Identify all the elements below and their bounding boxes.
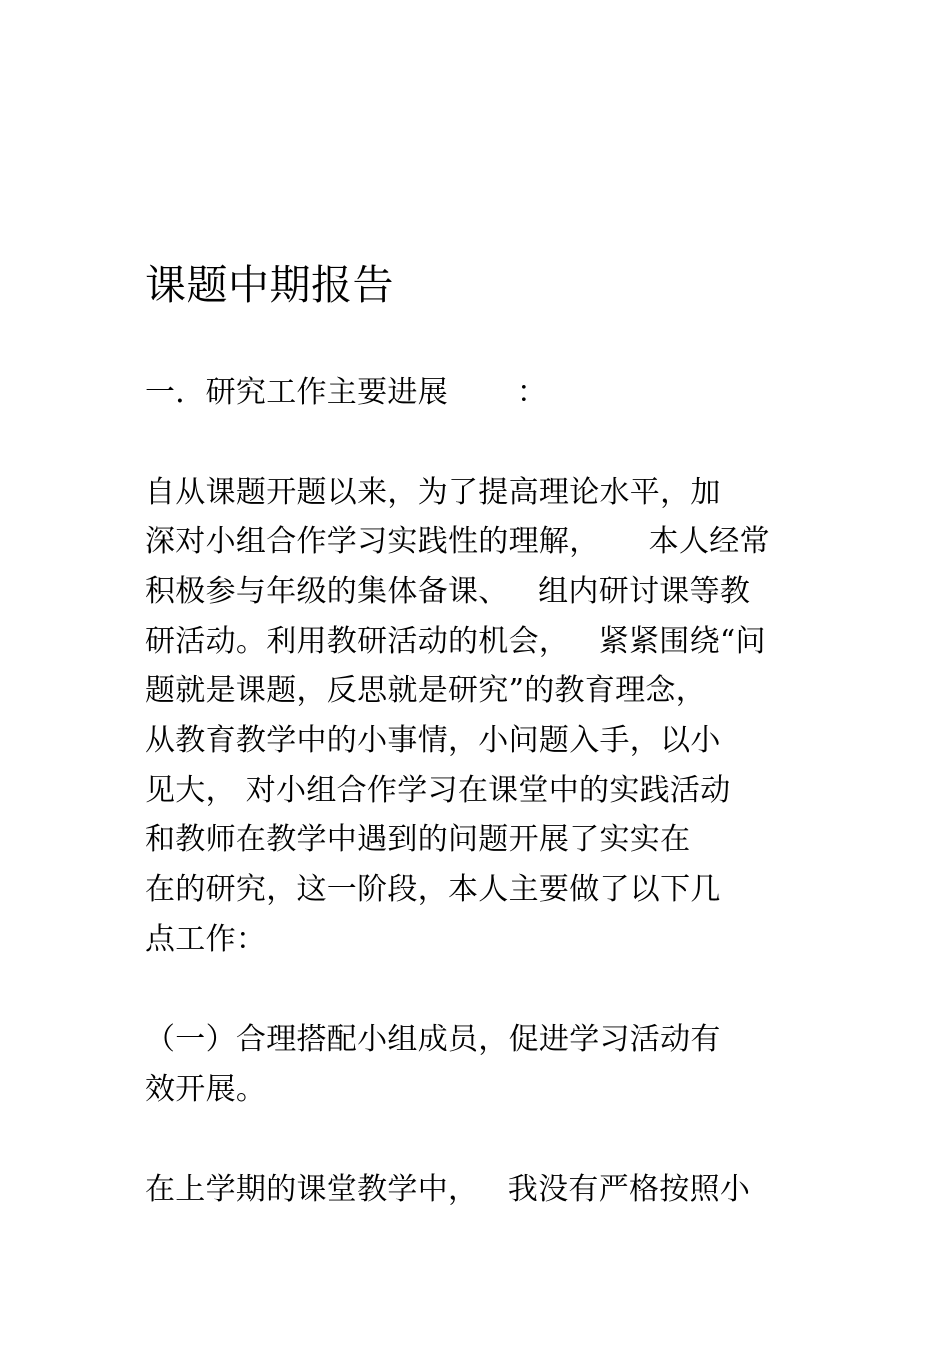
paragraph-line: 自从课题开题以来，为了提高理论水平，加 [145, 475, 721, 510]
paragraph-line: 从教育教学中的小事情，小问题入手，以小 [145, 723, 721, 758]
paragraph-line: 深对小组合作学习实践性的理解， 本人经常 [145, 524, 770, 559]
paragraph-line: 积极参与年级的集体备课、 组内研讨课等教 [145, 574, 751, 609]
section-heading: 一．研究工作主要进展 ： [145, 375, 548, 410]
paragraph-line: 和教师在教学中遇到的问题开展了实实在 [145, 822, 691, 857]
paragraph-line: 见大， 对小组合作学习在课堂中的实践活动 [145, 773, 731, 808]
subheading-line: 效开展。 [145, 1072, 267, 1107]
document-title: 课题中期报告 [145, 261, 394, 309]
subheading-line: （一）合理搭配小组成员，促进学习活动有 [145, 1022, 721, 1057]
paragraph-line: 研活动。利用教研活动的机会， 紧紧围绕“问 [145, 624, 766, 659]
paragraph-line: 点工作： [145, 922, 267, 957]
paragraph-line: 在的研究，这一阶段，本人主要做了以下几 [145, 872, 721, 907]
paragraph-line: 在上学期的课堂教学中， 我没有严格按照小 [145, 1172, 751, 1207]
paragraph-line: 题就是课题，反思就是研究”的教育理念， [145, 673, 707, 708]
